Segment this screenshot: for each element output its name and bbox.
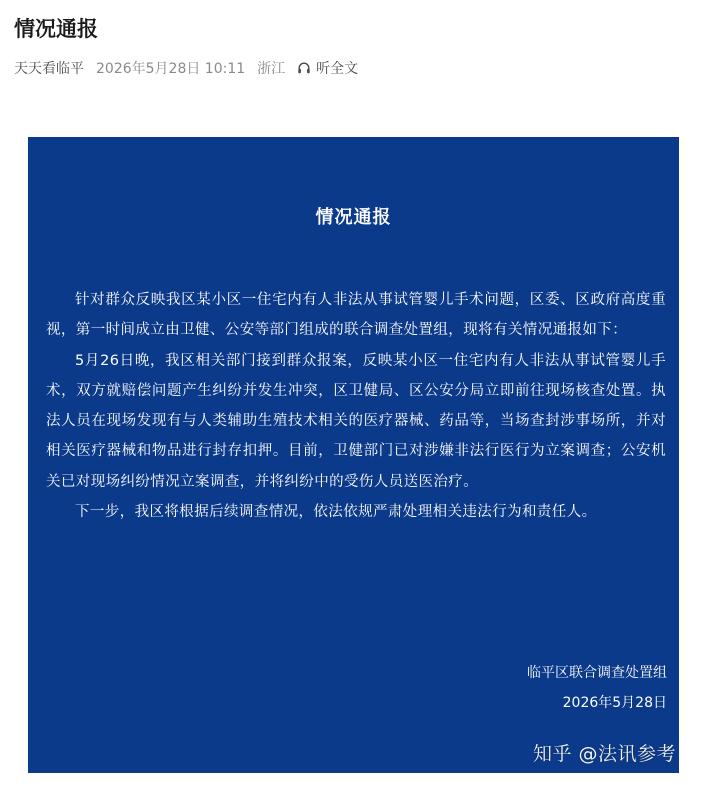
article-title: 情况通报	[14, 17, 98, 41]
publish-datetime: 2026年5月28日 10:11	[96, 61, 246, 77]
listen-button[interactable]	[297, 58, 358, 78]
headphones-icon	[297, 61, 311, 75]
location-label: 浙江	[257, 61, 286, 77]
notice-signature	[527, 658, 667, 718]
notice-title: 情况通报	[315, 207, 392, 228]
notice-paragraph: 5月26日晚，我区相关部门接到群众报案，反映某小区一住宅内有人非法从事试管婴儿手术，双方就赔偿问题产生纠纷并发生冲突，区卫健局、区公安分局立即前往现场核查处置。执法人员在现场发现有与人类辅助生殖技术相关的医疗器械、药品等，当场查封涉事场所，并对相关医疗器械和物品进行封存扣押。目前，卫健部门已对涉嫌非法行医行为立案调查；公安机关已对现场纠纷情况立案调查，并将纠纷中的受伤人员送医治疗。	[46, 352, 666, 490]
author-link[interactable]: 天天看临平	[14, 61, 84, 77]
notice-image	[28, 137, 679, 773]
signature-date: 2026年5月28日	[562, 695, 667, 711]
watermark: 知乎 @法讯参考	[533, 743, 677, 765]
notice-body	[46, 285, 666, 527]
notice-paragraph: 针对群众反映我区某小区一住宅内有人非法从事试管婴儿手术问题，区委、区政府高度重视，第一时间成立由卫健、公安等部门组成的联合调查处置组，现将有关情况通报如下：	[46, 292, 666, 339]
article-meta	[14, 58, 358, 78]
listen-label: 听全文	[316, 61, 359, 77]
signature-org: 临平区联合调查处置组	[527, 665, 667, 681]
notice-paragraph: 下一步，我区将根据后续调查情况，依法依规严肃处理相关违法行为和责任人。	[75, 504, 597, 521]
